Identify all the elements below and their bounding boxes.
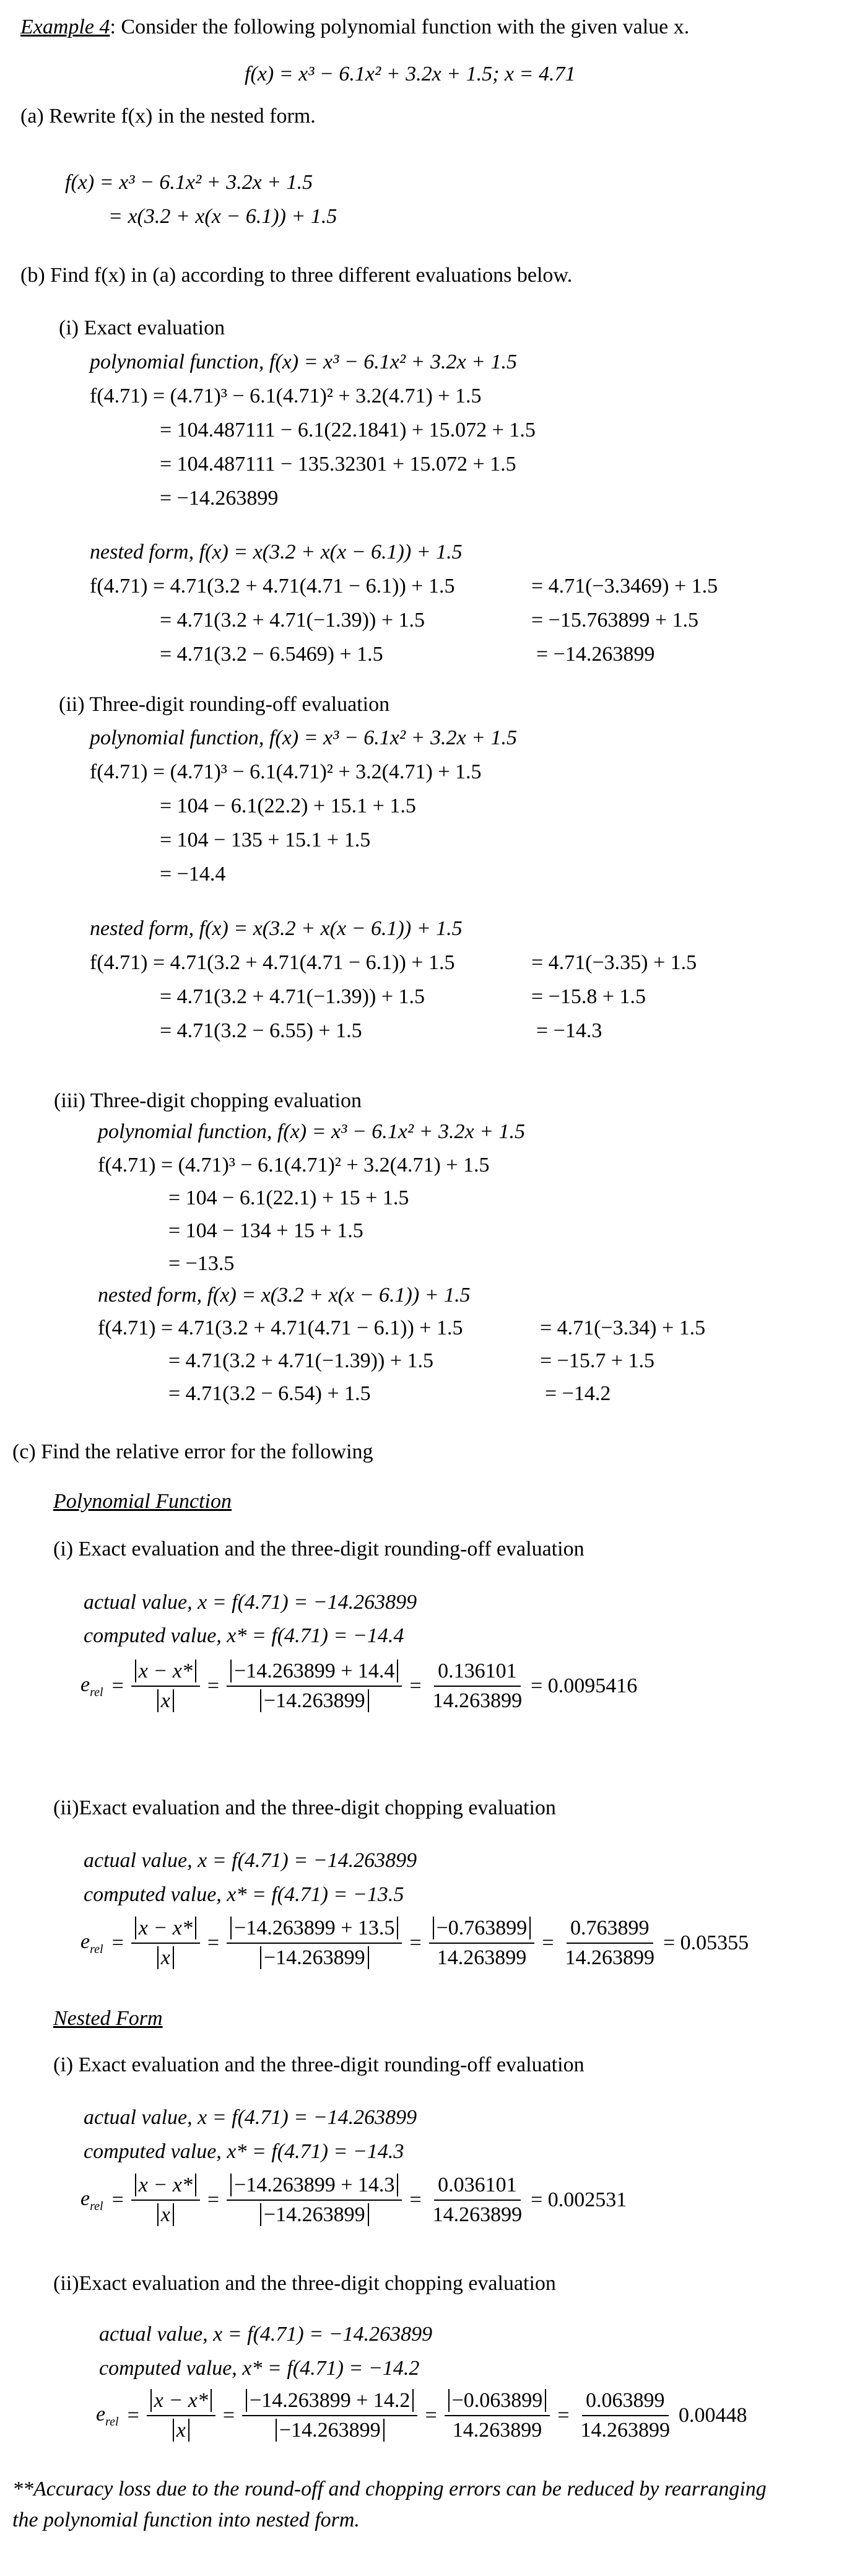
numerator: −14.263899 + 14.3 [230,2174,398,2196]
relerr-result: = 0.002531 [531,2188,627,2211]
abs-fraction [429,1917,535,1970]
denominator: −14.263899 [260,1946,369,1969]
generic-fraction [131,1917,200,1970]
relerr-title: (i) Exact evaluation and the three-digit rounding-off evaluation [53,2053,585,2076]
relerr-result: = 0.0095416 [531,1674,638,1697]
footnote-line1: **Accuracy loss due to the round-off and chopping errors can be reduced by rearranging [12,2478,767,2500]
poly-step: = 104.487111 − 6.1(22.1841) + 15.072 + 1.5 [160,419,536,442]
equals-sign: = [111,1931,124,1954]
substituted-fraction [227,1660,402,1713]
poly-step: = 104 − 134 + 15 + 1.5 [168,1219,363,1242]
denominator: −14.263899 [276,2419,385,2442]
generic-fraction [147,2389,215,2442]
equals-sign: = [409,1931,422,1954]
actual-value: actual value, x = f(4.71) = −14.263899 [84,1849,417,1872]
poly-def: f(x) = x³ − 6.1x² + 3.2x + 1.5 [269,726,518,749]
nested-step: f(4.71) = 4.71(3.2 + 4.71(4.71 − 6.1)) + 1.5 [90,951,455,974]
poly-step: = 104 − 6.1(22.2) + 15.1 + 1.5 [160,794,416,817]
generic-numerator: x − x* [135,1660,196,1682]
generic-numerator: x − x* [150,2389,212,2412]
example-label: Example 4 [20,15,110,38]
equals-sign: = [425,2404,437,2427]
equals-sign: = [207,2188,220,2211]
poly-step: = 104 − 6.1(22.1) + 15 + 1.5 [168,1186,409,1209]
equals-sign: = [542,1931,554,1954]
denominator: −14.263899 [260,2203,369,2226]
example-intro: : Consider the following polynomial function with the given value x. [110,15,690,38]
generic-denominator: x [157,1689,174,1712]
section-title: (ii) Three-digit rounding-off evaluation [59,693,390,716]
poly-def: f(x) = x³ − 6.1x² + 3.2x + 1.5 [277,1120,526,1143]
relerr-result: 0.00448 [679,2404,747,2427]
nested-step-right: = −14.263899 [536,643,655,666]
group-heading: Nested Form [53,2007,163,2030]
poly-step: = −14.4 [160,863,226,886]
erel-sub: rel [90,1685,103,1699]
erel-symbol [80,2187,103,2214]
nested-def-line [98,1283,471,1307]
section-title: (i) Exact evaluation [59,316,225,339]
relative-error-equation [80,1660,637,1713]
denominator: 14.263899 [437,1946,527,1969]
nested-def: f(x) = x(3.2 + x(x − 6.1)) + 1.5 [199,917,463,940]
denominator: 14.263899 [565,1946,654,1969]
simplified-fraction [562,1917,659,1970]
nested-step-right: = −15.8 + 1.5 [531,985,646,1008]
computed-value: computed value, x* = f(4.71) = −14.3 [84,2140,404,2163]
relerr-title: (i) Exact evaluation and the three-digit rounding-off evaluation [53,1538,585,1560]
computed-value: computed value, x* = f(4.71) = −14.2 [99,2357,420,2380]
generic-denominator: x [157,1946,174,1969]
denominator: −14.263899 [260,1689,369,1712]
denominator: 14.263899 [452,2419,542,2442]
poly-step: = −14.263899 [160,487,279,510]
poly-label: polynomial function, [98,1120,272,1143]
relative-error-equation [96,2389,747,2442]
nested-step: = 4.71(3.2 − 6.5469) + 1.5 [160,643,383,666]
nested-def: f(x) = x(3.2 + x(x − 6.1)) + 1.5 [207,1284,471,1307]
nested-step-right: = 4.71(−3.3469) + 1.5 [531,575,718,598]
abs-fraction [445,2389,550,2442]
nested-label: nested form, [90,917,194,940]
substituted-fraction [227,2174,402,2227]
relative-error-equation [80,1917,749,1970]
numerator: −0.063899 [448,2389,547,2412]
nested-def: f(x) = x(3.2 + x(x − 6.1)) + 1.5 [199,541,463,564]
poly-def-line [90,350,517,374]
erel-sub: rel [90,2199,103,2213]
part-a-line2: = x(3.2 + x(x − 6.1)) + 1.5 [108,205,337,228]
nested-step-right: = −15.763899 + 1.5 [531,609,699,632]
numerator: 0.036101 [434,2174,521,2201]
computed-value: computed value, x* = f(4.71) = −14.4 [84,1624,404,1647]
section-title: (iii) Three-digit chopping evaluation [54,1089,362,1112]
substituted-fraction [242,2389,417,2442]
equals-sign: = [409,2188,422,2211]
numerator: −14.263899 + 14.2 [246,2389,414,2412]
nested-step-right: = −14.2 [545,1382,611,1405]
erel-symbol [80,1673,103,1700]
equals-sign: = [111,1674,124,1697]
generic-fraction [131,2174,200,2227]
equals-sign: = [409,1674,422,1697]
nested-label: nested form, [98,1284,202,1307]
numerator: −0.763899 [433,1917,531,1939]
numerator: −14.263899 + 13.5 [230,1917,398,1939]
actual-value: actual value, x = f(4.71) = −14.263899 [84,1591,417,1614]
nested-step: = 4.71(3.2 + 4.71(−1.39)) + 1.5 [160,985,425,1008]
relerr-title: (ii)Exact evaluation and the three-digit chopping evaluation [53,2272,556,2295]
poly-step: = 104 − 135 + 15.1 + 1.5 [160,829,371,851]
nested-step: = 4.71(3.2 + 4.71(−1.39)) + 1.5 [160,609,425,632]
poly-def: f(x) = x³ − 6.1x² + 3.2x + 1.5 [269,350,518,373]
poly-step: f(4.71) = (4.71)³ − 6.1(4.71)² + 3.2(4.71) + 1.5 [90,385,482,407]
erel-sub: rel [90,1942,103,1956]
nested-step-right: = −14.3 [536,1019,602,1042]
poly-step: = 104.487111 − 135.32301 + 15.072 + 1.5 [160,453,516,476]
erel-e: e [96,2402,106,2426]
relative-error-equation [80,2174,627,2227]
numerator: −14.263899 + 14.4 [230,1660,398,1682]
simplified-fraction [429,2174,526,2227]
substituted-fraction [227,1917,402,1970]
given-function: f(x) = x³ − 6.1x² + 3.2x + 1.5; x = 4.71 [245,63,576,85]
nested-step: = 4.71(3.2 + 4.71(−1.39)) + 1.5 [168,1349,433,1372]
nested-step-right: = −15.7 + 1.5 [540,1349,655,1372]
nested-step: = 4.71(3.2 − 6.55) + 1.5 [160,1019,362,1042]
equals-sign: = [111,2188,124,2211]
nested-step-right: = 4.71(−3.34) + 1.5 [540,1316,706,1339]
nested-label: nested form, [90,541,194,564]
erel-symbol [80,1930,103,1957]
simplified-fraction [577,2389,674,2442]
poly-label: polynomial function, [90,350,264,373]
generic-numerator: x − x* [135,1917,196,1939]
computed-value: computed value, x* = f(4.71) = −13.5 [84,1883,404,1906]
poly-step: = −13.5 [168,1252,235,1275]
generic-numerator: x − x* [135,2174,196,2196]
numerator: 0.763899 [567,1917,653,1944]
erel-e: e [80,1673,90,1696]
nested-step: f(4.71) = 4.71(3.2 + 4.71(4.71 − 6.1)) + 1.5 [98,1316,463,1339]
erel-e: e [80,1930,90,1953]
equals-sign: = [222,2404,235,2427]
nested-step-right: = 4.71(−3.35) + 1.5 [531,951,697,974]
nested-step: f(4.71) = 4.71(3.2 + 4.71(4.71 − 6.1)) + 1.5 [90,575,455,598]
denominator: 14.263899 [580,2419,670,2442]
relerr-title: (ii)Exact evaluation and the three-digit chopping evaluation [53,1796,556,1819]
poly-def-line [90,726,517,750]
denominator: 14.263899 [432,2203,523,2226]
poly-label: polynomial function, [90,726,264,749]
part-a-line1: f(x) = x³ − 6.1x² + 3.2x + 1.5 [65,171,313,194]
poly-step: f(4.71) = (4.71)³ − 6.1(4.71)² + 3.2(4.71) + 1.5 [98,1154,490,1177]
equals-sign: = [207,1674,220,1697]
actual-value: actual value, x = f(4.71) = −14.263899 [84,2106,417,2129]
relerr-result: = 0.05355 [663,1931,749,1954]
equals-sign: = [557,2404,570,2427]
footnote-line2: the polynomial function into nested form. [12,2509,360,2531]
part-a-prompt: (a) Rewrite f(x) in the nested form. [20,105,316,128]
example-heading [20,15,689,39]
actual-value: actual value, x = f(4.71) = −14.263899 [99,2323,433,2346]
erel-e: e [80,2187,90,2210]
nested-def-line [90,916,463,941]
erel-sub: rel [105,2414,119,2429]
erel-symbol [96,2403,119,2429]
poly-def-line [98,1120,525,1144]
simplified-fraction [429,1660,526,1713]
generic-fraction [131,1660,200,1713]
poly-step: f(4.71) = (4.71)³ − 6.1(4.71)² + 3.2(4.71) + 1.5 [90,760,482,783]
numerator: 0.136101 [434,1660,521,1687]
nested-step: = 4.71(3.2 − 6.54) + 1.5 [168,1382,371,1405]
generic-denominator: x [173,2419,189,2442]
nested-def-line [90,540,463,564]
group-heading: Polynomial Function [53,1490,232,1513]
generic-denominator: x [157,2203,174,2226]
numerator: 0.063899 [582,2389,669,2416]
equals-sign: = [207,1931,220,1954]
part-b-prompt: (b) Find f(x) in (a) according to three different evaluations below. [20,264,573,287]
equals-sign: = [127,2404,139,2427]
denominator: 14.263899 [432,1689,523,1712]
part-c-prompt: (c) Find the relative error for the following [12,1440,373,1463]
